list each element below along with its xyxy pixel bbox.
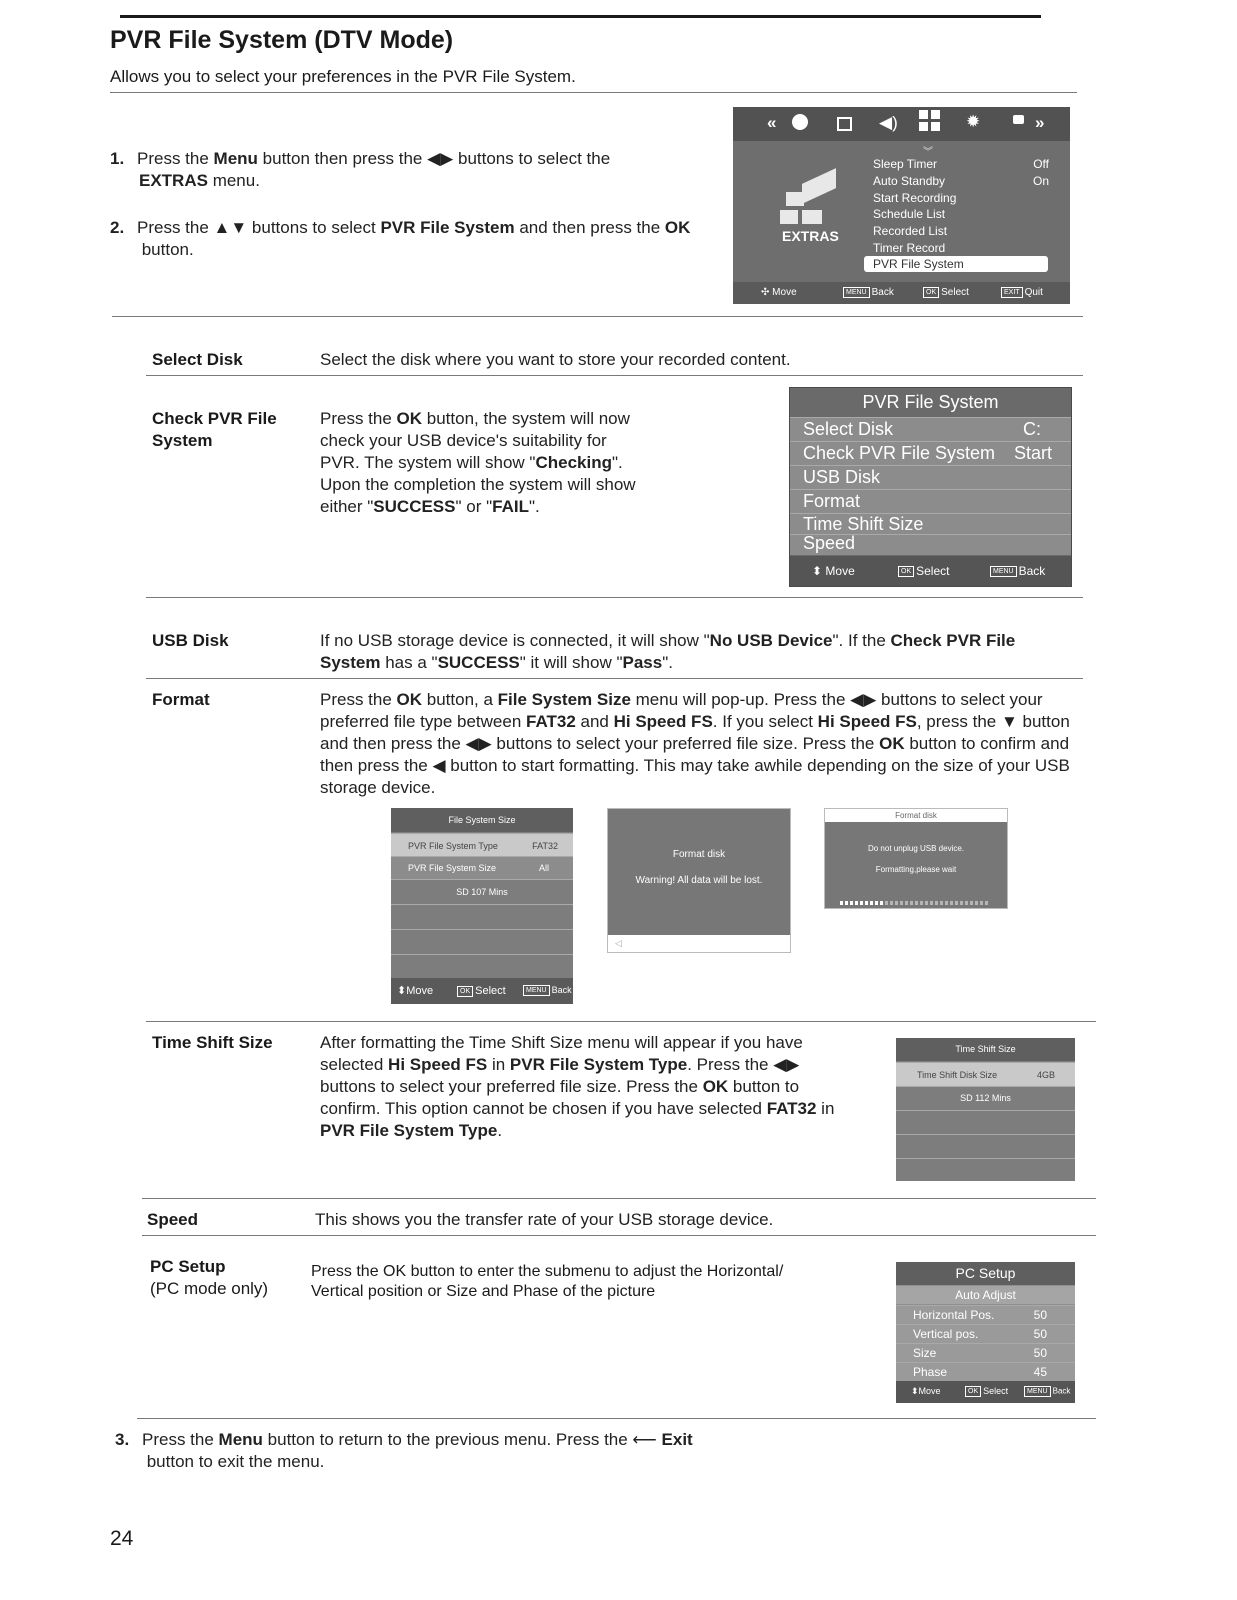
empty-row — [391, 904, 573, 929]
progress-segment — [910, 901, 913, 905]
return-arrow-icon: ⟵ — [632, 1430, 657, 1449]
progress-segment — [890, 901, 893, 905]
progress-segment — [920, 901, 923, 905]
term-format: Format — [152, 690, 210, 709]
ok-key-icon: OK — [457, 986, 473, 997]
sound-icon[interactable]: ◀) — [879, 113, 898, 132]
menu-item[interactable]: Recorded List — [873, 224, 948, 238]
term-select-disk: Select Disk — [152, 350, 243, 369]
menu-row-label: Phase — [913, 1365, 948, 1379]
menu-title: PC Setup — [896, 1262, 1075, 1285]
desc-time-shift: After formatting the Time Shift Size menu will appear if you have selected Hi Speed FS in PVR File System Type. Press the ◀▶ buttons to select your preferred file size. Press the OK button to confirm. This option cannot be chosen if you have selected FAT32 in PVR File System Type. — [320, 1033, 835, 1140]
exit-key-icon: EXIT — [1001, 287, 1023, 298]
menu-item[interactable]: Start Recording — [873, 191, 957, 205]
progress-segment — [935, 901, 938, 905]
select-hint: OK Select — [923, 287, 969, 298]
step-text: button to return to the previous menu. Press the — [262, 1430, 633, 1449]
menu-row-label: Time Shift Size — [803, 514, 924, 534]
divider — [142, 1198, 1096, 1199]
step-bold: EXTRAS — [139, 171, 208, 190]
step-text: Press the — [142, 1430, 219, 1449]
gear-icon[interactable]: ✹ — [966, 112, 981, 131]
menu-row-value: All — [538, 863, 549, 873]
move-hint: ⬍ Move — [812, 564, 855, 578]
ok-key-icon: OK — [898, 566, 914, 577]
divider — [146, 678, 1083, 679]
divider — [146, 1021, 1096, 1022]
move-hint: ⬍Move — [397, 985, 434, 997]
menu-row-value: 45 — [1033, 1365, 1047, 1379]
left-right-arrows-icon: ◀▶ — [427, 149, 454, 168]
left-right-arrows-icon: ◀▶ — [465, 734, 492, 753]
progress-segment — [840, 901, 843, 905]
step-number: 1. — [110, 149, 125, 168]
chevron-down-icon: ︾ — [923, 147, 933, 158]
menu-key-icon: MENU — [843, 287, 870, 298]
step-1 — [110, 148, 670, 192]
progress-segment — [885, 901, 888, 905]
step-2 — [110, 217, 710, 261]
desc-format: Press the OK button, a File System Size menu will pop-up. Press the ◀▶ buttons to select your preferred file type between FAT32 and Hi Speed FS. If you select Hi Speed FS, press the ▼ button and then press the ◀▶ buttons to select your preferred file size. Press the OK button to confirm and then press the ◀ button to start formatting. This may take awhile depending on the size of your USB storage device. — [320, 690, 1070, 797]
menu-row[interactable] — [790, 513, 1071, 534]
select-hint: OK Select — [457, 985, 506, 997]
progress-segment — [850, 901, 853, 905]
desc-usb-disk: If no USB storage device is connected, it will show "No USB Device". If the Check PVR File System has a "SUCCESS" it will show "Pass". — [320, 631, 1016, 672]
empty-row — [896, 1110, 1075, 1134]
extras-category-icon — [780, 170, 842, 230]
desc-select-disk: Select the disk where you want to store your recorded content. — [320, 350, 791, 369]
step-text: and then press the — [514, 218, 665, 237]
progress-segment — [940, 901, 943, 905]
extras-icon[interactable] — [919, 110, 941, 132]
extras-menu-screen — [733, 107, 1070, 304]
dialog-title: Format disk — [672, 849, 726, 860]
auto-adjust-item[interactable]: Auto Adjust — [896, 1286, 1075, 1304]
menu-footer — [896, 1381, 1075, 1403]
menu-key-icon: MENU — [990, 566, 1017, 577]
divider — [146, 597, 1083, 598]
screen-icon[interactable] — [837, 117, 852, 131]
dialog-line: Formatting,please wait — [875, 865, 957, 874]
menu-row[interactable] — [790, 534, 1071, 555]
dialog-title: Format disk — [825, 809, 1007, 822]
left-triangle-icon: ◁ — [615, 938, 622, 948]
left-right-arrows-icon: ◀▶ — [850, 690, 877, 709]
top-rule — [120, 15, 1041, 18]
term-pc-setup — [150, 1256, 268, 1300]
menu-footer — [391, 978, 573, 1004]
menu-row-value: 50 — [1033, 1308, 1047, 1322]
menu-footer — [733, 282, 1070, 304]
step-number: 2. — [110, 218, 125, 237]
progress-segment — [915, 901, 918, 905]
menu-row[interactable] — [790, 417, 1071, 441]
progress-segment — [965, 901, 968, 905]
menu-row-label: Horizontal Pos. — [913, 1308, 995, 1322]
menu-row-label: PVR File System Type — [408, 841, 498, 851]
left-right-arrows-icon: ◀▶ — [773, 1055, 800, 1074]
picture-icon[interactable] — [792, 114, 808, 130]
desc-check-pvr: Press the OK button, the system will now check your USB device's suitability for PVR. The system will show "Checking". Upon the completion the system will show either "SUCCESS" or "FAIL". — [320, 409, 636, 516]
menu-row-label: Check PVR File System — [803, 443, 996, 463]
back-hint: MENU Back — [1024, 1386, 1070, 1397]
term-speed: Speed — [147, 1210, 199, 1229]
step-text: Press the — [137, 218, 214, 237]
ok-key-icon: OK — [923, 287, 939, 298]
up-down-arrows-icon: ⬍ — [812, 564, 823, 578]
progress-segment — [880, 901, 883, 905]
menu-item[interactable]: Schedule List — [873, 207, 946, 221]
step-text: button. — [137, 240, 194, 259]
progress-segment — [970, 901, 973, 905]
progress-segment — [960, 901, 963, 905]
progress-segment — [845, 901, 848, 905]
menu-row-value: 50 — [1033, 1346, 1047, 1360]
menu-title: PVR File System — [862, 392, 999, 412]
format-warning-dialog — [607, 808, 791, 953]
pc-setup-label: PC Setup — [150, 1257, 226, 1276]
menu-row[interactable] — [896, 1305, 1075, 1324]
progress-segment — [905, 901, 908, 905]
step-text: menu. — [207, 171, 260, 190]
menu-row-value: Start — [1013, 443, 1052, 463]
menu-row[interactable] — [790, 465, 1071, 489]
progress-segment — [955, 901, 958, 905]
menu-info: SD 107 Mins — [391, 879, 573, 904]
divider — [110, 92, 1077, 93]
extras-category-label: EXTRAS — [782, 228, 839, 244]
menu-tab-bar — [733, 107, 1070, 141]
menu-row[interactable] — [790, 489, 1071, 513]
down-arrow-icon: ▼ — [1000, 712, 1018, 731]
step-text: Press the — [137, 149, 214, 168]
progress-segment — [950, 901, 953, 905]
progress-segment — [875, 901, 878, 905]
lock-icon[interactable] — [1013, 115, 1024, 124]
time-shift-size-menu — [896, 1038, 1075, 1181]
desc-speed: This shows you the transfer rate of your USB storage device. — [315, 1210, 774, 1229]
progress-segment — [985, 901, 988, 905]
divider — [137, 1418, 1096, 1419]
progress-segment — [865, 901, 868, 905]
menu-row[interactable] — [391, 833, 573, 856]
progress-segment — [945, 901, 948, 905]
format-progress-dialog — [824, 808, 1008, 909]
progress-segment — [895, 901, 898, 905]
step-text: buttons to select the — [453, 149, 611, 168]
menu-row[interactable] — [896, 1062, 1075, 1086]
menu-title: File System Size — [391, 808, 573, 832]
up-down-arrows-icon: ⬍ — [397, 985, 407, 997]
menu-row[interactable] — [896, 1343, 1075, 1362]
menu-row-label: Speed — [803, 533, 856, 553]
menu-row[interactable] — [790, 441, 1071, 465]
pc-setup-sublabel: (PC mode only) — [150, 1279, 269, 1298]
up-down-arrows-icon: ▲▼ — [213, 218, 248, 237]
menu-key-icon: MENU — [1024, 1386, 1051, 1397]
menu-row[interactable] — [896, 1324, 1075, 1343]
menu-item-label: Auto Standby — [873, 174, 946, 188]
menu-key-icon: MENU — [523, 985, 550, 996]
step-text: button then press the — [257, 149, 428, 168]
quit-hint: EXIT Quit — [1001, 287, 1043, 298]
step-bold: Menu — [213, 149, 258, 168]
format-progress-bar — [840, 892, 992, 896]
divider — [142, 1235, 1096, 1236]
step-bold: PVR File System — [380, 218, 515, 237]
up-down-arrows-icon: ⬍ — [911, 1386, 919, 1396]
menu-row-value: FAT32 — [532, 841, 558, 851]
term-check-pvr: Check PVR File System — [152, 409, 277, 450]
move-hint: ⬍Move — [911, 1386, 941, 1396]
menu-footer — [790, 556, 1071, 586]
step-bold: OK — [664, 218, 691, 237]
divider — [146, 375, 1083, 376]
menu-item-selected[interactable]: PVR File System — [864, 256, 1048, 272]
empty-row — [896, 1134, 1075, 1158]
menu-item-value: Off — [1033, 157, 1049, 171]
select-hint: OK Select — [965, 1386, 1008, 1397]
menu-row-label: Select Disk — [803, 419, 894, 439]
progress-segment — [870, 901, 873, 905]
progress-segment — [900, 901, 903, 905]
menu-row[interactable] — [896, 1362, 1075, 1381]
step-bold: Exit — [661, 1430, 693, 1449]
step-bold: Menu — [218, 1430, 263, 1449]
desc-pc-setup: Press the OK button to enter the submenu to adjust the Horizontal/ Vertical position or Size and Phase of the picture — [311, 1263, 784, 1300]
term-usb-disk: USB Disk — [152, 631, 229, 650]
menu-row-value: 50 — [1033, 1327, 1047, 1341]
prev-arrow-icon[interactable]: « — [767, 113, 777, 132]
empty-row — [391, 929, 573, 954]
menu-title: Time Shift Size — [896, 1038, 1075, 1061]
progress-segment — [975, 901, 978, 905]
select-hint: OK Select — [898, 564, 949, 578]
menu-item-value: On — [1032, 174, 1049, 188]
page-subtitle: Allows you to select your preferences in the PVR File System. — [110, 67, 576, 86]
menu-info: SD 112 Mins — [896, 1086, 1075, 1110]
progress-segment — [860, 901, 863, 905]
divider — [112, 316, 1083, 317]
menu-row-label: Vertical pos. — [913, 1327, 979, 1341]
next-arrow-icon[interactable]: » — [1035, 113, 1045, 132]
menu-item-label: Sleep Timer — [873, 157, 938, 171]
empty-row — [896, 1158, 1075, 1182]
move-hint: ✣ Move — [761, 287, 797, 298]
page-number: 24 — [110, 1527, 134, 1550]
menu-row-value: C: — [1023, 419, 1041, 439]
left-arrow-icon: ◀ — [432, 756, 446, 775]
progress-segment — [980, 901, 983, 905]
progress-segment — [855, 901, 858, 905]
dialog-warning: Warning! All data will be lost. — [635, 875, 763, 886]
back-hint: MENU Back — [990, 564, 1045, 578]
pvr-file-system-menu — [789, 387, 1072, 587]
menu-row-label: Time Shift Disk Size — [917, 1070, 998, 1080]
dialog-body — [608, 809, 790, 935]
menu-row-label: Size — [913, 1346, 937, 1360]
step-3 — [115, 1429, 735, 1473]
term-time-shift: Time Shift Size — [152, 1033, 273, 1052]
move-arrows-icon: ✣ — [761, 287, 770, 298]
progress-segment — [930, 901, 933, 905]
pc-setup-menu — [896, 1262, 1075, 1403]
menu-item[interactable] — [873, 174, 1049, 188]
step-text: buttons to select — [247, 218, 381, 237]
progress-segment — [925, 901, 928, 905]
page-title: PVR File System (DTV Mode) — [110, 26, 454, 54]
dialog-line: Do not unplug USB device. — [867, 844, 965, 853]
empty-row — [391, 954, 573, 979]
menu-item[interactable]: Timer Record — [873, 241, 946, 255]
step-number: 3. — [115, 1430, 130, 1449]
file-system-size-menu — [391, 808, 573, 1004]
menu-row-label: Format — [803, 491, 861, 511]
menu-item[interactable] — [873, 157, 1049, 171]
menu-row-label: USB Disk — [803, 467, 881, 487]
menu-row[interactable] — [391, 856, 573, 879]
menu-row-value: 4GB — [1036, 1070, 1055, 1080]
back-hint: MENU Back — [523, 985, 572, 996]
menu-row-label: PVR File System Size — [408, 863, 497, 873]
ok-key-icon: OK — [965, 1386, 981, 1397]
back-hint: MENU Back — [843, 287, 894, 298]
step-text: button to exit the menu. — [142, 1452, 325, 1471]
